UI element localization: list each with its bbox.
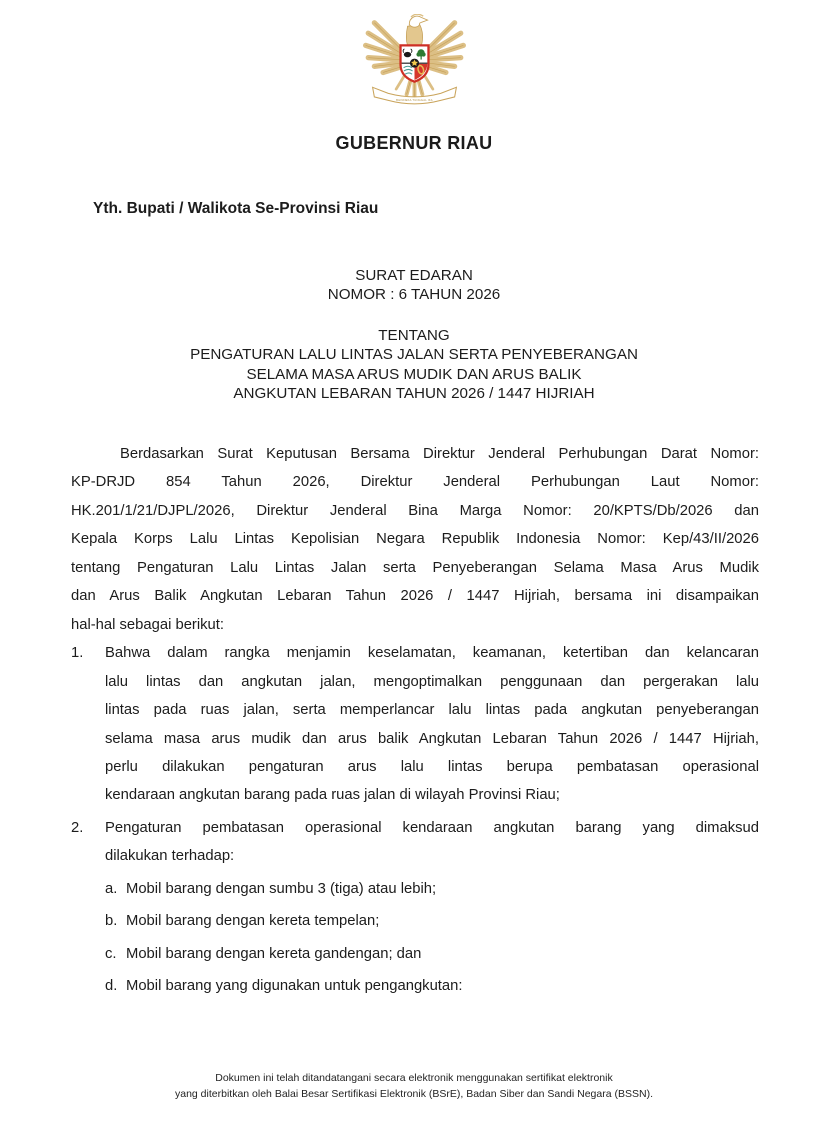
paragraph-line: lalu lintas dan angkutan jalan, mengoptimalkan penggunaan dan pergerakan lalu (105, 673, 759, 690)
sub-item-letter: a. (105, 880, 118, 897)
sub-item-text: Mobil barang yang digunakan untuk pengangkutan: (126, 978, 463, 995)
paragraph-line: Pengaturan pembatasan operasional kendaraan angkutan barang yang dimaksud (105, 819, 759, 836)
paragraph-line: Kepala Korps Lalu Lintas Kepolisian Negara Republik Indonesia Nomor: Kep/43/II/2026 (71, 531, 759, 548)
sub-item-d (105, 972, 759, 1000)
paragraph-line: perlu dilakukan pengaturan arus lalu lintas berupa pembatasan operasional (105, 758, 759, 775)
paragraph-line: kendaraan angkutan barang pada ruas jalan di wilayah Provinsi Riau; (105, 787, 560, 804)
doc-number: NOMOR : 6 TAHUN 2026 (327, 286, 501, 304)
sub-item-text: Mobil barang dengan kereta gandengan; dan (126, 945, 422, 962)
subject-line: ANGKUTAN LEBARAN TAHUN 2026 / 1447 HIJRIAH (233, 385, 595, 403)
numbered-item-1 (71, 639, 759, 810)
paragraph-line: dilakukan terhadap: (105, 848, 235, 865)
sub-item-a (105, 875, 759, 903)
footer-line: yang diterbitkan oleh Balai Besar Sertifikasi Elektronik (BSrE), Badan Siber dan Sandi Negara (BSSN). (175, 1087, 653, 1100)
item-text (105, 814, 759, 1001)
subject-line: PENGATURAN LALU LINTAS JALAN SERTA PENYEBERANGAN (190, 346, 638, 364)
letter-body (71, 440, 759, 1001)
paragraph-line: Bahwa dalam rangka menjamin keselamatan, keamanan, ketertiban dan kelancaran (105, 645, 759, 662)
paragraph-line: Berdasarkan Surat Keputusan Bersama Direktur Jenderal Perhubungan Darat Nomor: (120, 446, 759, 462)
letterhead-title: GUBERNUR RIAU (335, 133, 493, 153)
title-spacer (0, 305, 828, 326)
garuda-head (409, 14, 427, 27)
about-label: TENTANG (378, 326, 450, 344)
sub-item-letter: b. (105, 913, 118, 930)
footer-line: Dokumen ini telah ditandatangani secara elektronik menggunakan sertifikat elektronik (215, 1072, 613, 1084)
item-number: 1. (71, 645, 84, 662)
item-number: 2. (71, 819, 84, 836)
paragraph-line: selama masa arus mudik dan arus balik Angkutan Lebaran Tahun 2026 / 1447 Hijriah, (105, 730, 759, 747)
opening-paragraph (71, 440, 759, 639)
paragraph-line: KP-DRJD 854 Tahun 2026, Direktur Jenderal Perhubungan Laut Nomor: (71, 474, 759, 491)
paragraph-line: lintas pada ruas jalan, serta memperlancar lalu lintas pada angkutan penyeberangan (105, 702, 759, 719)
sub-item-letter: d. (105, 978, 118, 995)
document-title-block (0, 266, 828, 403)
electronic-signature-notice (0, 1071, 828, 1102)
addressee-line: Yth. Bupati / Walikota Se-Provinsi Riau (93, 200, 379, 217)
paragraph-line: dan Arus Balik Angkutan Lebaran Tahun 2026 / 1447 Hijriah, bersama ini disampaikan (71, 588, 759, 605)
sub-item-text: Mobil barang dengan kereta tempelan; (126, 913, 380, 930)
pancasila-shield (400, 45, 428, 81)
paragraph-line: tentang Pengaturan Lalu Lintas Jalan serta Penyeberangan Selama Masa Arus Mudik (71, 559, 759, 576)
letterhead (0, 14, 828, 110)
doc-type: SURAT EDARAN (355, 267, 473, 284)
subject-line: SELAMA MASA ARUS MUDIK DAN ARUS BALIK (246, 365, 582, 383)
sub-item-c (105, 940, 759, 968)
paragraph-line: hal-hal sebagai berikut: (71, 616, 224, 633)
sub-item-letter: c. (105, 945, 117, 962)
sub-item-text: Mobil barang dengan sumbu 3 (tiga) atau lebih; (126, 880, 437, 897)
item-text (105, 639, 759, 810)
motto-text: BHINNEKA TUNGGAL IKA (395, 98, 433, 102)
garuda-pancasila-emblem (362, 14, 467, 110)
paragraph-line: HK.201/1/21/DJPL/2026, Direktur Jenderal Bina Marga Nomor: 20/KPTS/Db/2026 dan (71, 502, 759, 519)
numbered-item-2 (71, 814, 759, 1001)
sub-item-b (105, 907, 759, 935)
